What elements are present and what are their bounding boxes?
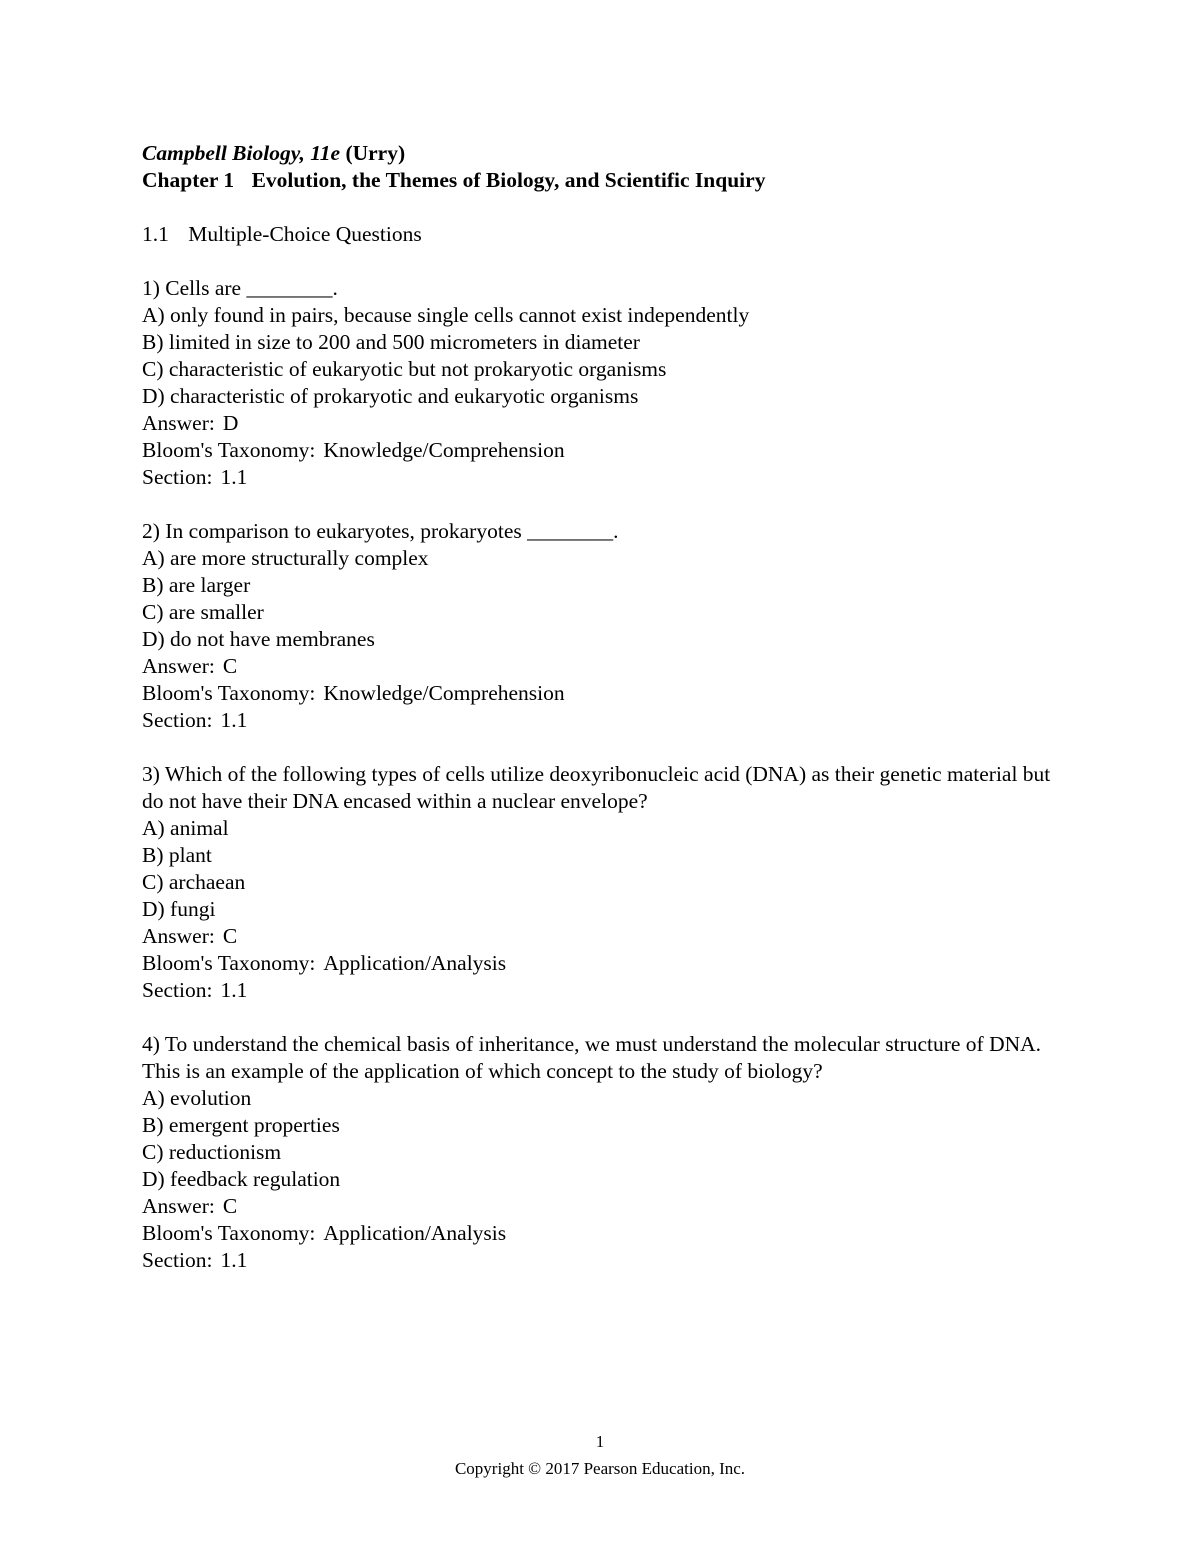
section-label: Section: — [142, 708, 213, 732]
answer-value: C — [222, 924, 238, 948]
answer-option-c: C) archaean — [142, 870, 246, 894]
question-2 — [142, 518, 1072, 734]
section-line — [142, 977, 1072, 1004]
section-value: 1.1 — [220, 708, 248, 732]
section-label: Section: — [142, 1248, 213, 1272]
answer-option-b: B) plant — [142, 843, 212, 867]
blooms-label: Bloom's Taxonomy: — [142, 951, 316, 975]
section-line — [142, 464, 1072, 491]
section-label: Section: — [142, 978, 213, 1002]
answer-option-b: B) limited in size to 200 and 500 micrometers in diameter — [142, 330, 640, 354]
question-stem: 4) To understand the chemical basis of inheritance, we must understand the molecular structure of DNA. This is an example of the application of which concept to the study of biology? — [142, 1032, 1047, 1083]
answer-option-a: A) are more structurally complex — [142, 546, 429, 570]
question-stem: 3) Which of the following types of cells utilize deoxyribonucleic acid (DNA) as their genetic material but do not have their DNA encased within a nuclear envelope? — [142, 762, 1056, 813]
answer-option-c: C) reductionism — [142, 1140, 282, 1164]
page-number: 1 — [595, 1432, 605, 1451]
answer-option-a: A) animal — [142, 816, 229, 840]
chapter-title: Evolution, the Themes of Biology, and Scientific Inquiry — [251, 168, 766, 192]
question-3 — [142, 761, 1072, 1004]
book-title: Campbell Biology, 11e — [142, 141, 341, 165]
answer-line — [142, 653, 1072, 680]
answer-option-c: C) are smaller — [142, 600, 264, 624]
blooms-label: Bloom's Taxonomy: — [142, 681, 316, 705]
page-content — [142, 140, 1072, 1274]
answer-option-c: C) characteristic of eukaryotic but not prokaryotic organisms — [142, 357, 667, 381]
section-label: Section: — [142, 465, 213, 489]
section-heading — [142, 221, 1072, 248]
section-value: 1.1 — [220, 1248, 248, 1272]
blooms-value: Application/Analysis — [323, 951, 507, 975]
chapter-label: Chapter 1 — [142, 168, 235, 192]
question-1 — [142, 275, 1072, 491]
blooms-line — [142, 680, 1072, 707]
blooms-line — [142, 437, 1072, 464]
section-value: 1.1 — [220, 465, 248, 489]
book-title-line — [142, 140, 1072, 167]
answer-option-b: B) emergent properties — [142, 1113, 340, 1137]
blooms-value: Knowledge/Comprehension — [323, 681, 565, 705]
answer-value: C — [222, 1194, 238, 1218]
answer-label: Answer: — [142, 411, 215, 435]
section-value: 1.1 — [220, 978, 248, 1002]
question-stem: 1) Cells are ________. — [142, 276, 338, 300]
question-stem: 2) In comparison to eukaryotes, prokaryotes ________. — [142, 519, 619, 543]
answer-option-b: B) are larger — [142, 573, 251, 597]
blooms-label: Bloom's Taxonomy: — [142, 438, 316, 462]
section-number: 1.1 — [142, 222, 169, 246]
answer-line — [142, 410, 1072, 437]
blooms-value: Application/Analysis — [323, 1221, 507, 1245]
chapter-title-line — [142, 167, 1072, 194]
book-author: (Urry) — [345, 141, 406, 165]
answer-line — [142, 923, 1072, 950]
copyright-notice: Copyright © 2017 Pearson Education, Inc. — [454, 1459, 746, 1478]
answer-value: D — [222, 411, 239, 435]
answer-option-d: D) feedback regulation — [142, 1167, 341, 1191]
blooms-line — [142, 1220, 1072, 1247]
answer-option-a: A) only found in pairs, because single cells cannot exist independently — [142, 303, 750, 327]
answer-line — [142, 1193, 1072, 1220]
answer-option-d: D) characteristic of prokaryotic and eukaryotic organisms — [142, 384, 639, 408]
section-title: Multiple-Choice Questions — [188, 222, 422, 246]
blooms-label: Bloom's Taxonomy: — [142, 1221, 316, 1245]
section-line — [142, 1247, 1072, 1274]
blooms-line — [142, 950, 1072, 977]
question-4 — [142, 1031, 1072, 1274]
answer-value: C — [222, 654, 238, 678]
answer-option-d: D) do not have membranes — [142, 627, 375, 651]
answer-label: Answer: — [142, 1194, 215, 1218]
answer-option-d: D) fungi — [142, 897, 216, 921]
answer-label: Answer: — [142, 924, 215, 948]
blooms-value: Knowledge/Comprehension — [323, 438, 565, 462]
answer-label: Answer: — [142, 654, 215, 678]
section-line — [142, 707, 1072, 734]
answer-option-a: A) evolution — [142, 1086, 252, 1110]
